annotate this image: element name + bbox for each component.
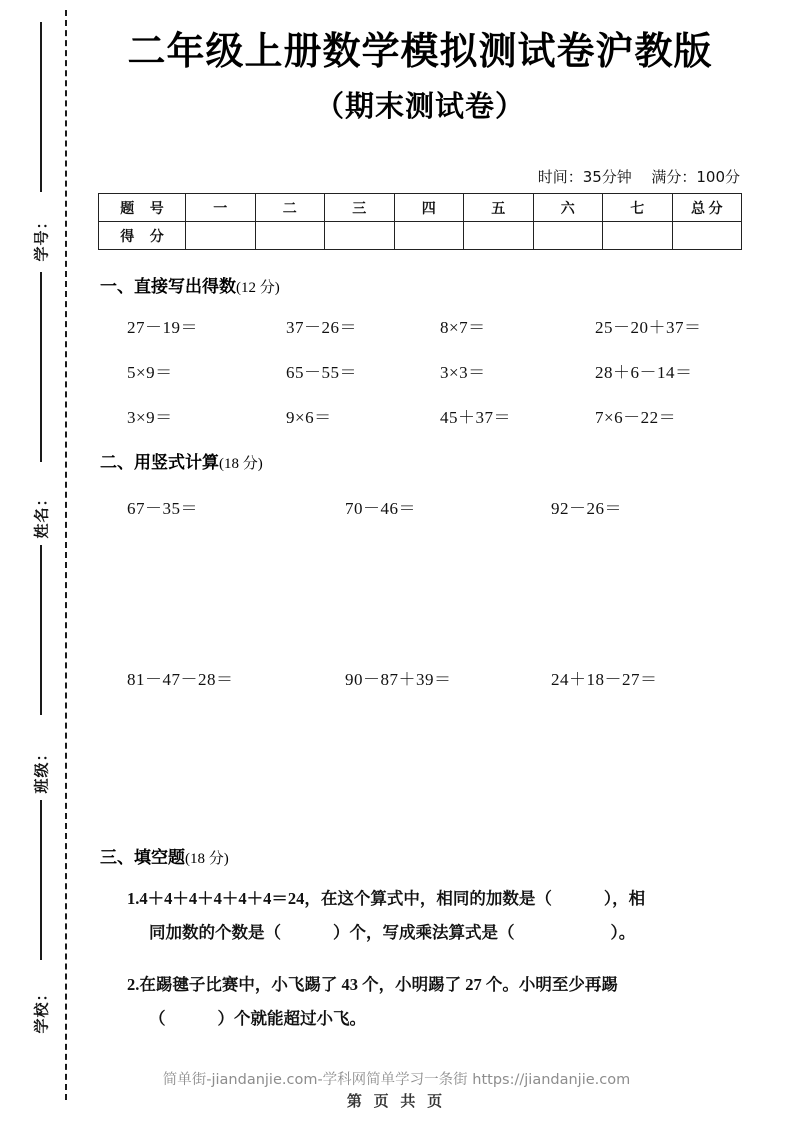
equation-2-1-1: 67－35＝ <box>127 499 198 518</box>
section-heading-2 <box>100 448 263 473</box>
equation-1-2-4: 28＋6－14＝ <box>595 363 693 382</box>
page-title: 二年级上册数学模拟测试卷沪教版 <box>127 29 713 73</box>
margin-label-student-id: 学号： <box>34 213 51 262</box>
exam-total-score-label: 满分：100分 <box>651 168 740 186</box>
score-table-row-header-score: 得 分 <box>99 222 186 250</box>
equation-1-1-3: 8×7＝ <box>440 318 486 337</box>
title-block <box>80 28 760 125</box>
score-table-col-1: 一 <box>186 194 256 222</box>
section-2-title: 二、用竖式计算 <box>100 453 219 473</box>
equation-2-2-2: 90－87＋39＝ <box>345 670 452 689</box>
page-subtitle: （期末测试卷） <box>314 88 525 123</box>
score-table-col-7: 七 <box>603 194 673 222</box>
table-row-scores <box>99 222 742 250</box>
section-1-title: 一、直接写出得数 <box>100 277 236 297</box>
score-table-col-total: 总 分 <box>672 194 742 222</box>
score-table <box>98 193 742 250</box>
equation-1-1-4: 25－20＋37＝ <box>595 318 702 337</box>
score-cell-2[interactable] <box>255 222 325 250</box>
equation-2-2-1: 81－47－28＝ <box>127 670 234 689</box>
score-table-row-header-question: 题 号 <box>99 194 186 222</box>
footer-page-number: 第 页 共 页 <box>346 1094 447 1110</box>
margin-label-class: 班级： <box>34 745 51 794</box>
footer-watermark: 简单街-jiandanjie.com-学科网简单学习一条街 https://jiandanjie.com <box>162 1072 631 1088</box>
score-table-col-5: 五 <box>464 194 534 222</box>
equation-1-2-2: 65－55＝ <box>286 363 357 382</box>
question-1-number: 1. <box>127 889 140 908</box>
score-cell-6[interactable] <box>533 222 603 250</box>
equation-2-2-3: 24＋18－27＝ <box>551 670 658 689</box>
score-cell-total[interactable] <box>672 222 742 250</box>
score-table-col-6: 六 <box>533 194 603 222</box>
section-heading-1 <box>100 272 280 297</box>
equation-1-1-1: 27－19＝ <box>127 318 198 337</box>
margin-rule-3 <box>40 545 42 715</box>
section-2-points: (18 分) <box>219 456 263 472</box>
section-heading-3 <box>100 843 229 868</box>
equation-1-2-1: 5×9＝ <box>127 363 173 382</box>
margin-rule-4 <box>40 800 42 960</box>
equation-1-2-3: 3×3＝ <box>440 363 486 382</box>
question-1-line2 <box>127 916 747 950</box>
score-cell-7[interactable] <box>603 222 673 250</box>
question-1-text-line2-end: ）。 <box>610 923 636 942</box>
margin-dashed-line <box>65 10 67 1100</box>
score-cell-5[interactable] <box>464 222 534 250</box>
question-1-text-line2: 同加数的个数是（ <box>149 923 281 942</box>
margin-label-name: 姓名： <box>34 490 51 539</box>
section-3-title: 三、填空题 <box>100 848 185 868</box>
equation-1-1-2: 37－26＝ <box>286 318 357 337</box>
exam-time-label: 时间：35分钟 <box>537 168 632 186</box>
equation-1-3-2: 9×6＝ <box>286 408 332 427</box>
equation-2-1-3: 92－26＝ <box>551 499 622 518</box>
section-1-points: (12 分) <box>236 280 280 296</box>
fill-blank-question-1 <box>127 882 747 950</box>
question-1-text-line2-mid: ）个，写成乘法算式是（ <box>333 923 515 942</box>
equation-2-1-2: 70－46＝ <box>345 499 416 518</box>
question-2-number: 2. <box>127 975 140 994</box>
table-row-question-numbers <box>99 194 742 222</box>
score-table-col-4: 四 <box>394 194 464 222</box>
question-2-text-line2-end: ）个就能超过小飞。 <box>217 1009 366 1028</box>
section-3-points: (18 分) <box>185 851 229 867</box>
question-1-text-line1-end: ），相 <box>603 889 646 908</box>
fill-blank-question-2 <box>127 968 747 1036</box>
question-2-text-line2-start: （ <box>149 1009 166 1028</box>
score-cell-4[interactable] <box>394 222 464 250</box>
question-2-text-line1: 在踢毽子比赛中，小飞踢了 43 个，小明踢了 27 个。小明至少再踢 <box>139 975 618 994</box>
score-cell-3[interactable] <box>325 222 395 250</box>
score-table-col-2: 二 <box>255 194 325 222</box>
equation-1-3-3: 45＋37＝ <box>440 408 511 427</box>
margin-label-school: 学校： <box>34 985 51 1034</box>
exam-meta <box>538 166 740 187</box>
score-table-col-3: 三 <box>325 194 395 222</box>
question-1-text-line1: 4＋4＋4＋4＋4＋4＝24，在这个算式中，相同的加数是（ <box>139 889 552 908</box>
equation-1-3-4: 7×6－22＝ <box>595 408 677 427</box>
margin-rule-1 <box>40 22 42 192</box>
score-cell-1[interactable] <box>186 222 256 250</box>
equation-1-3-1: 3×9＝ <box>127 408 173 427</box>
question-2-line2 <box>127 1002 747 1036</box>
margin-rule-2 <box>40 272 42 462</box>
